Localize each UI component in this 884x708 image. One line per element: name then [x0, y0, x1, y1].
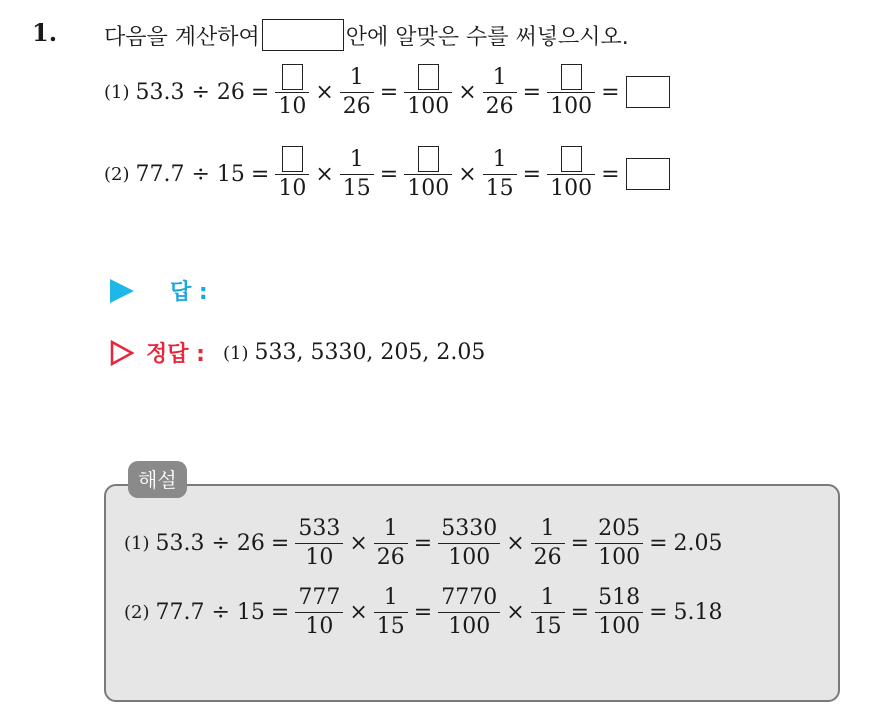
answer-line: [110, 275, 208, 306]
correct-answer-line: [110, 337, 485, 368]
explanation-expression: 53.3 ÷ 26: [155, 530, 265, 556]
answer-input-box[interactable]: [626, 158, 670, 190]
fraction-blank-2: [404, 64, 452, 121]
fraction: $\frac{1}{15}$: [374, 584, 408, 640]
equals-sign: =: [379, 161, 399, 187]
problem-row-2: [104, 146, 670, 203]
prompt-blank-box: [262, 19, 344, 51]
denominator: 100: [407, 176, 450, 201]
numerator-input-box[interactable]: [418, 64, 439, 90]
explanation-expression: 77.7 ÷ 15: [155, 599, 265, 625]
equals-sign: =: [601, 161, 620, 187]
problem-expression: 77.7 ÷ 15: [135, 161, 245, 187]
fraction: $\frac{1}{26}$: [531, 515, 565, 571]
explanation-tab: 해설: [128, 461, 187, 498]
fraction: $\frac{1}{15}$: [340, 146, 374, 202]
question-prompt: [104, 19, 629, 51]
fraction: $\frac{518}{100}$: [595, 584, 643, 640]
equals-sign: =: [379, 79, 399, 105]
times-sign: ×: [315, 161, 334, 187]
fraction-blank-1: [275, 64, 309, 121]
fraction: $\frac{5330}{100}$: [438, 515, 500, 571]
explanation-row-1: (1) 53.3 ÷ 26 = $\frac{533}{10}$ × $\frac{1}{26}$ = $\frac{5330}{100}$ × $\frac{1}{26}$ = $\frac{205}{100}$ = 2.05: [124, 516, 723, 570]
fraction: $\frac{205}{100}$: [595, 515, 643, 571]
problem-row-1: [104, 64, 670, 121]
outline-triangle-icon: [110, 340, 134, 366]
fraction: $\frac{7770}{100}$: [438, 584, 500, 640]
numerator-input-box[interactable]: [561, 64, 582, 90]
equals-sign: =: [601, 79, 620, 105]
prompt-text-after: 안에 알맞은 수를 써넣으시오.: [345, 24, 629, 50]
correct-part-label: (1): [222, 343, 249, 364]
explanation-label: (2): [124, 601, 150, 623]
denominator: 100: [550, 94, 593, 119]
answer-label: 답 :: [170, 280, 208, 305]
fraction: $\frac{1}{15}$: [483, 146, 517, 202]
fraction: $\frac{777}{10}$: [295, 584, 343, 640]
fraction-blank-2: [404, 146, 452, 203]
fraction-blank-3: [547, 146, 595, 203]
explanation-row-2: (2) 77.7 ÷ 15 = $\frac{777}{10}$ × $\frac{1}{15}$ = $\frac{7770}{100}$ × $\frac{1}{15}$ = $\frac{518}{100}$ = 5.18: [124, 585, 723, 639]
question-number: 1.: [32, 18, 58, 47]
fraction: $\frac{1}{26}$: [483, 64, 517, 120]
equals-sign: =: [250, 79, 270, 105]
problem-label: (2): [104, 163, 130, 185]
fraction: $\frac{533}{10}$: [295, 515, 343, 571]
fraction: $\frac{1}{26}$: [340, 64, 374, 120]
play-triangle-icon: [110, 279, 134, 303]
correct-answer-label: 정답 :: [146, 342, 205, 367]
numerator-input-box[interactable]: [561, 146, 582, 172]
denominator: 10: [278, 94, 307, 119]
times-sign: ×: [458, 161, 477, 187]
equals-sign: =: [522, 161, 542, 187]
denominator: 10: [278, 176, 307, 201]
numerator-input-box[interactable]: [282, 64, 303, 90]
equals-sign: =: [250, 161, 270, 187]
times-sign: ×: [458, 79, 477, 105]
problem-expression: 53.3 ÷ 26: [135, 79, 245, 105]
denominator: 100: [407, 94, 450, 119]
fraction: $\frac{1}{26}$: [374, 515, 408, 571]
correct-answer-text: [223, 340, 485, 365]
answer-input-box[interactable]: [626, 76, 670, 108]
explanation-result: 5.18: [673, 599, 723, 625]
fraction: $\frac{1}{15}$: [531, 584, 565, 640]
problem-label: (1): [104, 81, 130, 103]
correct-values: 533, 5330, 205, 2.05: [254, 340, 486, 365]
explanation-result: 2.05: [673, 530, 723, 556]
prompt-text-before: 다음을 계산하여: [104, 24, 260, 50]
fraction-blank-1: [275, 146, 309, 203]
fraction-blank-3: [547, 64, 595, 121]
numerator-input-box[interactable]: [418, 146, 439, 172]
equals-sign: =: [522, 79, 542, 105]
times-sign: ×: [315, 79, 334, 105]
explanation-label: (1): [124, 532, 150, 554]
denominator: 100: [550, 176, 593, 201]
numerator-input-box[interactable]: [282, 146, 303, 172]
